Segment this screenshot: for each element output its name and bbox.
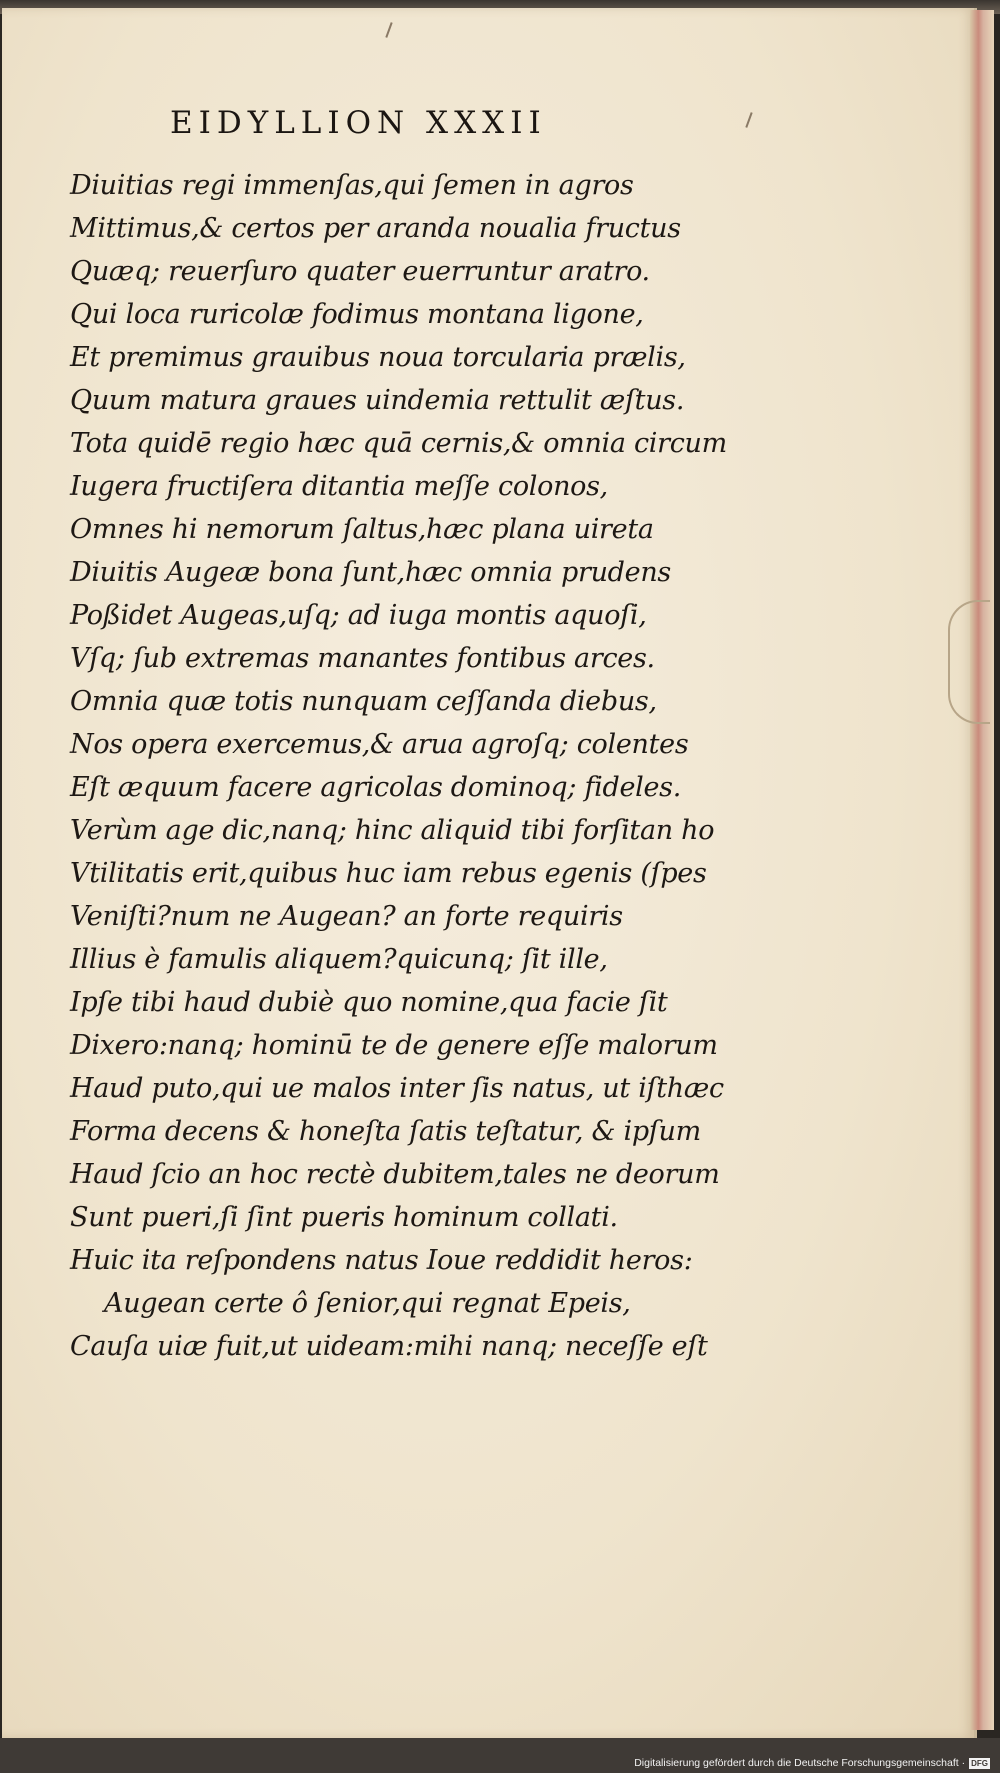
dfg-logo: DFG	[971, 1758, 988, 1768]
verse-line: Poßidet Augeas,uſq; ad iuga montis aquoſi,	[70, 600, 647, 631]
verse-line: Vtilitatis erit,quibus huc iam rebus egenis (ſpes	[70, 858, 707, 889]
digitization-credit	[634, 1757, 990, 1769]
verse-line: Omnes hi nemorum ſaltus,hæc plana uireta	[70, 514, 654, 545]
verse-line: Cauſa uiæ fuit,ut uideam:mihi nanq; neceſſe eſt	[70, 1331, 708, 1362]
verse-line: Nos opera exercemus,& arua agroſq; colentes	[70, 729, 689, 760]
verse-line: Augean certe ô ſenior,qui regnat Epeis,	[104, 1288, 631, 1319]
verse-line: Vſq; ſub extremas manantes fontibus arces.	[70, 643, 655, 674]
verse-line: Tota quidē regio hæc quā cernis,& omnia circum	[70, 428, 727, 459]
verse-line: Sunt pueri,ſi ſint pueris hominum collati.	[70, 1202, 618, 1233]
verse-line: Quum matura graues uindemia rettulit æſtus.	[70, 385, 685, 416]
verse-line: Dixero:nanq; hominū te de genere eſſe malorum	[70, 1030, 718, 1061]
verse-line: Huic ita reſpondens natus Ioue reddidit heros:	[70, 1245, 693, 1276]
page-header: EIDYLLION XXXII	[170, 105, 547, 141]
verse-line: Qui loca ruricolæ fodimus montana ligone,	[70, 299, 644, 330]
page-edge	[970, 10, 994, 1730]
verse-line: Iugera fructiſera ditantia meſſe colonos,	[70, 471, 608, 502]
verse-line: Forma decens & honeſta ſatis teſtatur, & ipſum	[70, 1116, 701, 1147]
verse-line: Omnia quæ totis nunquam ceſſanda diebus,	[70, 686, 657, 717]
verse-text	[70, 164, 960, 1368]
verse-line: Eſt æquum facere agricolas dominoq; fideles.	[70, 772, 682, 803]
verse-line: Quæq; reuerſuro quater euerruntur aratro.	[70, 256, 650, 287]
verse-line: Haud ſcio an hoc rectè dubitem,tales ne deorum	[70, 1159, 720, 1190]
verse-line: Et premimus grauibus noua torcularia prælis,	[70, 342, 686, 373]
verse-line: Mittimus,& certos per aranda noualia fructus	[70, 213, 681, 244]
verse-line: Ipſe tibi haud dubiè quo nomine,qua facie ſit	[70, 987, 668, 1018]
verse-line: Illius è famulis aliquem?quicunq; ſit ille,	[70, 944, 608, 975]
verse-line: Diuitis Augeæ bona ſunt,hæc omnia prudens	[70, 557, 671, 588]
verse-line: Verùm age dic,nanq; hinc aliquid tibi forſitan ho	[70, 815, 715, 846]
verse-line: Haud puto,qui ue malos inter ſis natus, ut iſthæc	[70, 1073, 724, 1104]
credit-text: Digitalisierung gefördert durch die Deutsche Forschungsgemeinschaft ·	[634, 1757, 966, 1769]
verse-line: Veniſti?num ne Augean? an forte requiris	[70, 901, 623, 932]
verse-line: Diuitias regi immenſas,qui ſemen in agros	[70, 170, 634, 201]
scan-bottom-bar	[0, 1738, 1000, 1773]
